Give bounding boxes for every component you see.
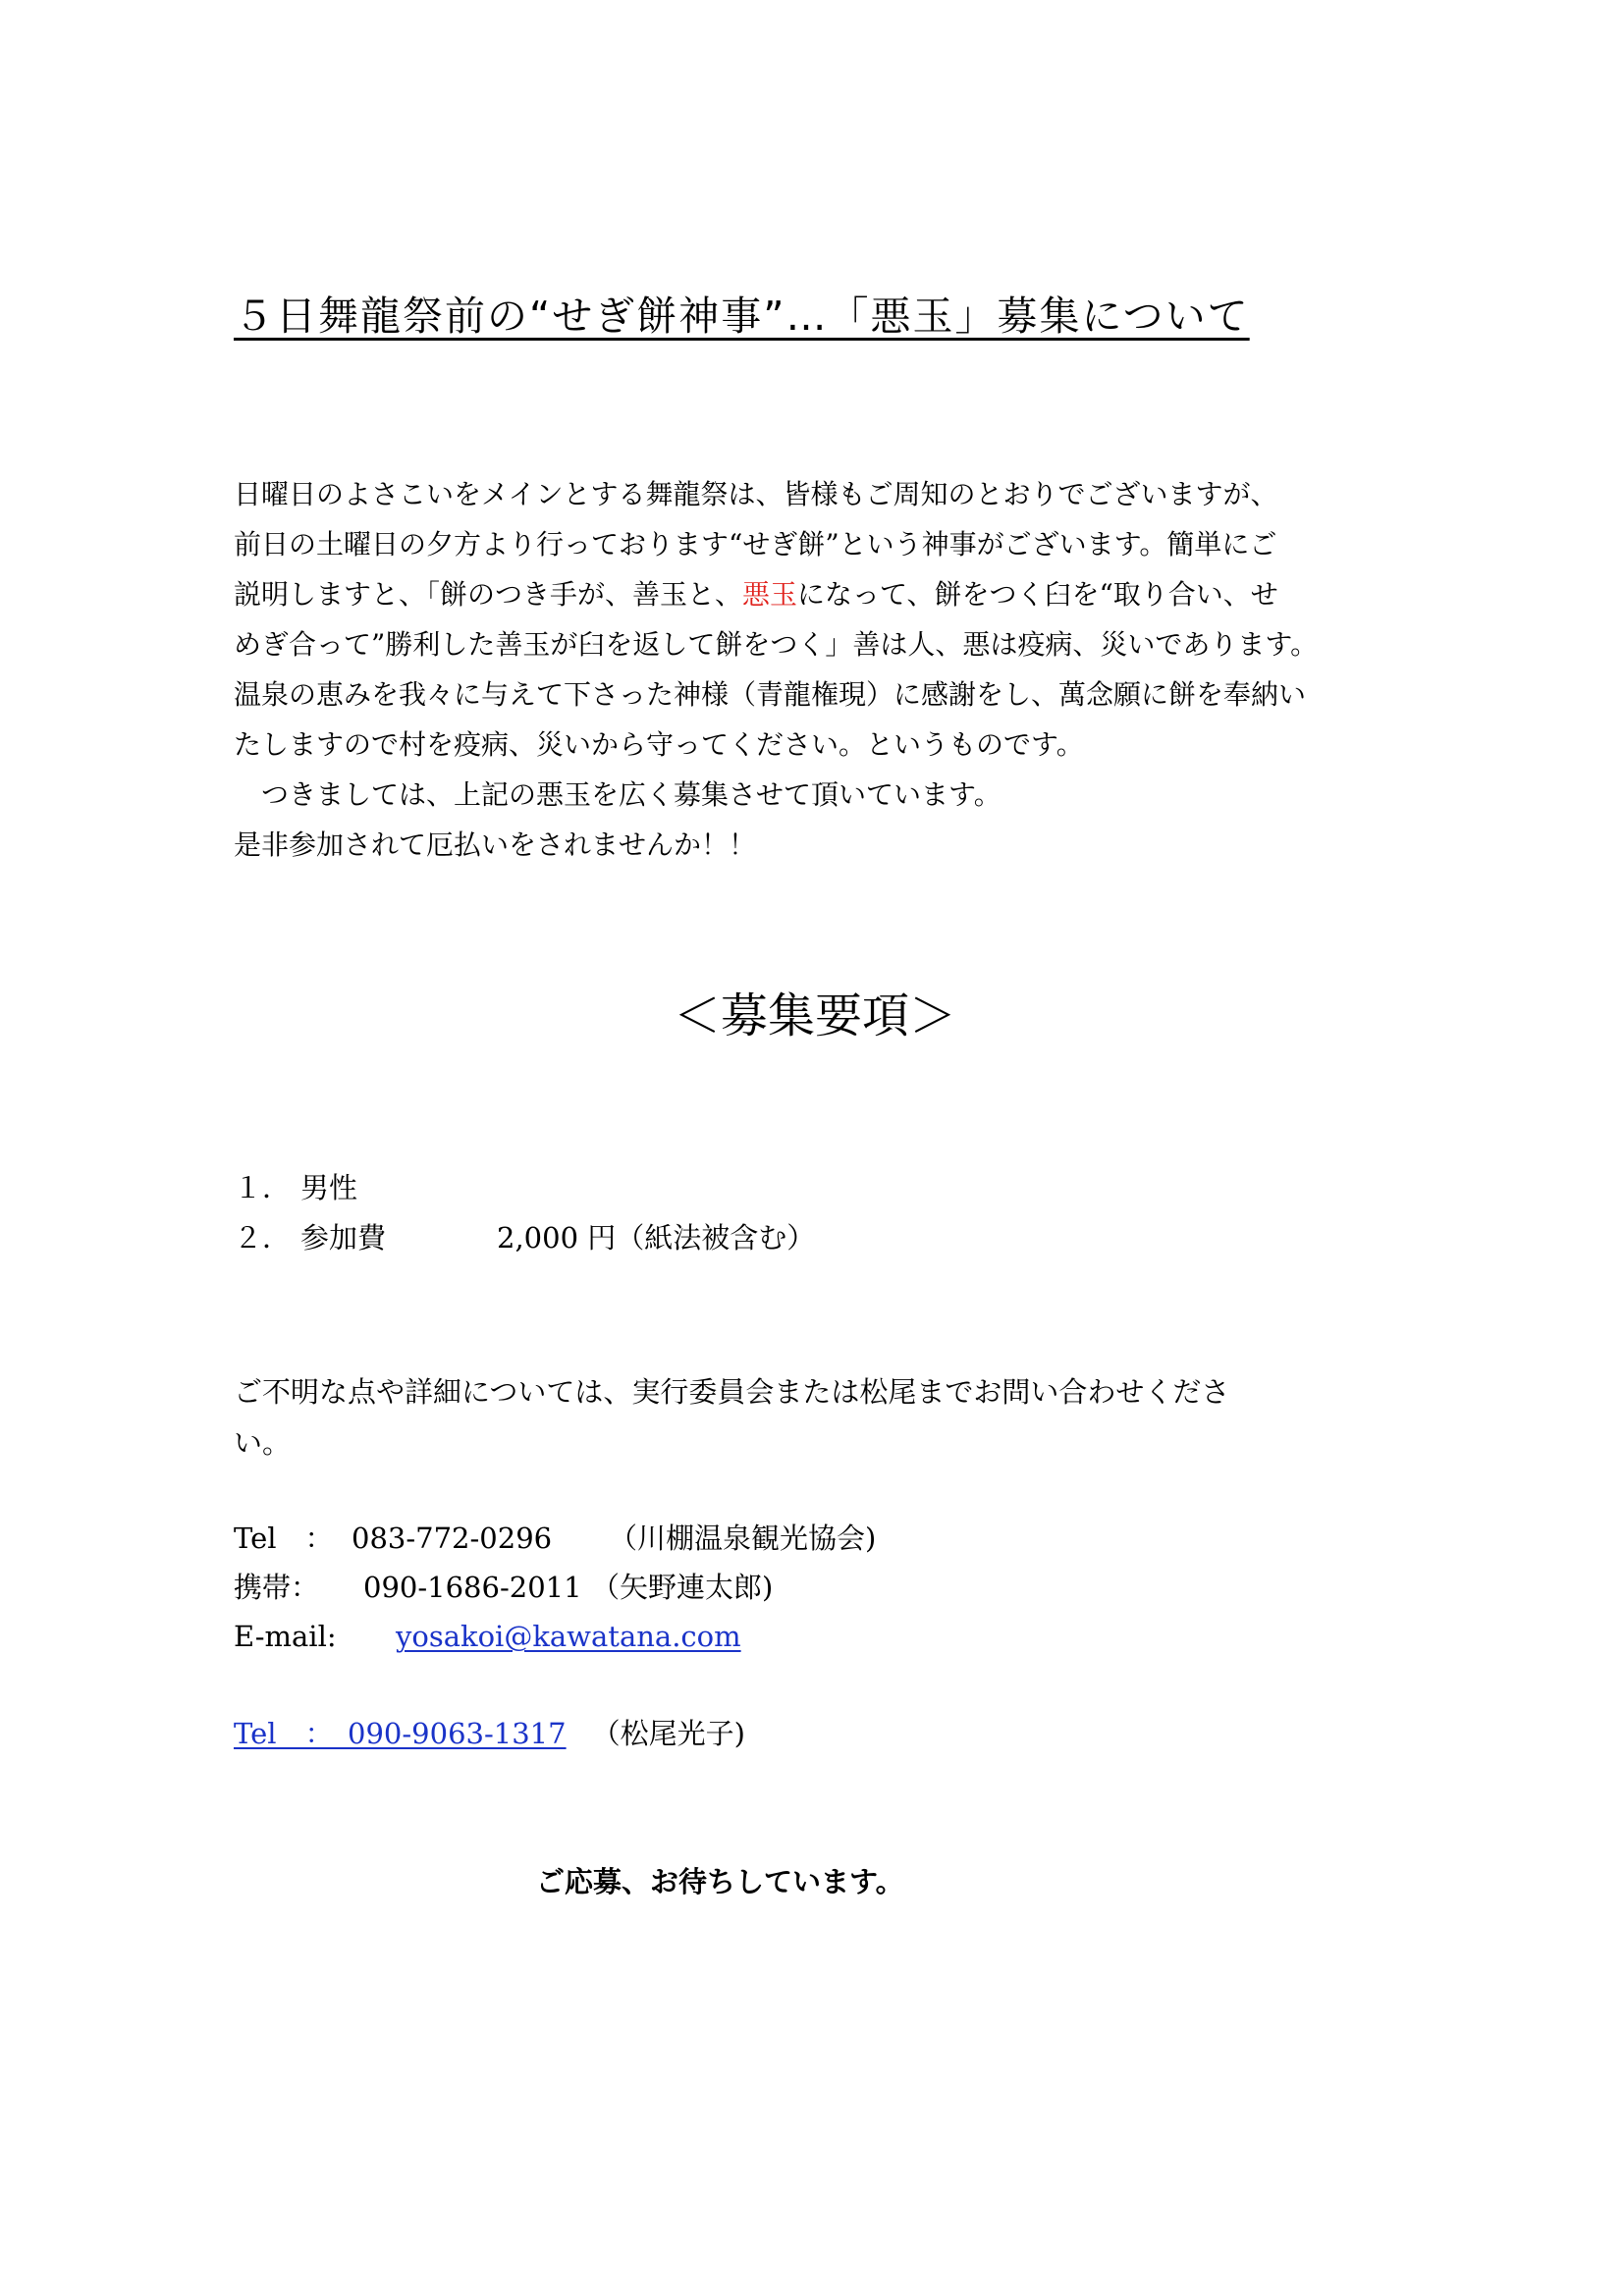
intro-line-1: 日曜日のよさこいをメインとする舞龍祭は、皆様もご周知のとおりでございますが、 <box>234 478 1278 510</box>
requirement-label: 男性 <box>300 1171 358 1204</box>
contact-tel-matsuo <box>234 1709 745 1758</box>
intro-line-4: めぎ合って”勝利した善玉が臼を返して餅をつく」善は人、悪は疫病、災いであります。 <box>234 628 1319 661</box>
contact-org: （矢野連太郎) <box>591 1571 774 1604</box>
requirements-heading: ＜募集要項＞ <box>674 988 957 1043</box>
contact-mobile <box>234 1563 773 1612</box>
intro-paragraph <box>234 469 1412 870</box>
contact-tel-association <box>234 1514 876 1563</box>
contact-label: 携帯： <box>234 1571 320 1604</box>
contact-number: 083-772-0296 <box>352 1522 553 1555</box>
contact-label: E-mail: <box>234 1620 337 1653</box>
intro-line-8: 是非参加されて厄払いをされませんか！！ <box>234 828 757 861</box>
contact-label: Tel ： <box>234 1522 334 1555</box>
requirement-value: 2,000 円（紙法被含む） <box>497 1221 816 1255</box>
requirement-number: １． <box>234 1171 292 1204</box>
inquiry-line-1: ご不明な点や詳細については、実行委員会または松尾までお問い合わせくださ <box>234 1375 1230 1409</box>
inquiry-line-2: い。 <box>234 1426 292 1460</box>
intro-line-7: つきましては、上記の悪玉を広く募集させて頂いています。 <box>234 778 1001 811</box>
intro-line-5: 温泉の恵みを我々に与えて下さった神様（青龍権現）に感謝をし、萬念願に餅を奉納い <box>234 678 1307 711</box>
contact-number: 090-1686-2011 <box>363 1571 582 1604</box>
contact-org: （松尾光子) <box>591 1717 745 1750</box>
email-link[interactable]: yosakoi@kawatana.com <box>396 1620 741 1653</box>
phone-link[interactable]: Tel ： 090-9063-1317 <box>234 1717 567 1750</box>
akudama-highlight: 悪玉 <box>742 578 798 611</box>
intro-line-6: たしますので村を疫病、災いから守ってください。というものです。 <box>234 728 1084 761</box>
intro-line-3-start: 説明しますと、「餅のつき手が、善玉と、 <box>234 578 743 611</box>
requirement-item <box>234 1213 815 1263</box>
inquiry-text <box>234 1366 1229 1468</box>
requirement-number: ２． <box>234 1221 292 1255</box>
intro-line-3 <box>234 569 1412 619</box>
intro-line-2: 前日の土曜日の夕方より行っております“せぎ餅”という神事がございます。簡単にご <box>234 528 1277 561</box>
contact-org: （川棚温泉観光協会) <box>609 1522 877 1555</box>
contact-email <box>234 1612 741 1661</box>
requirement-item <box>234 1163 815 1213</box>
page-title: ５日舞龍祭前の“せぎ餅神事”…「悪玉」募集について <box>234 293 1250 340</box>
requirements-list <box>234 1163 815 1263</box>
intro-line-3-end: になって、餅をつく臼を“取り合い、せ <box>797 578 1278 611</box>
requirement-label: 参加費 <box>300 1221 387 1255</box>
closing-message: ご応募、お待ちしています。 <box>536 1865 904 1898</box>
